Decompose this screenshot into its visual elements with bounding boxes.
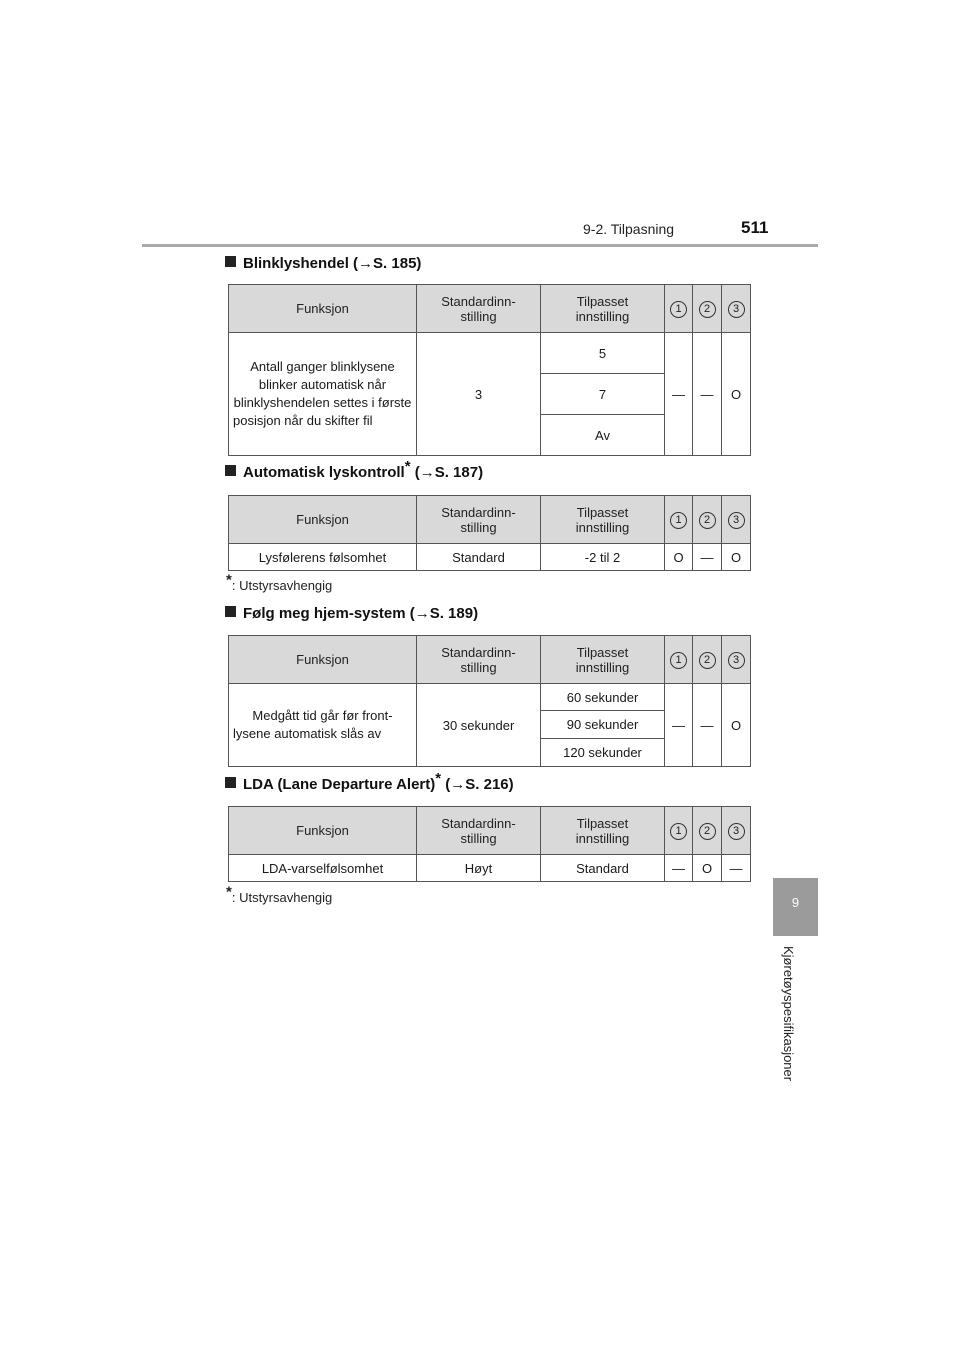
funksjon-cell: LDA-varselfølsomhet: [229, 855, 417, 882]
circled-3-icon: 3: [728, 823, 745, 840]
section-heading-folg-meg-hjem: Følg meg hjem-system (→S. 189): [225, 605, 478, 622]
header-1: [665, 285, 693, 333]
header-standard: Standardinn- stilling: [417, 636, 541, 684]
table-row: [229, 544, 751, 571]
table-header-row: [229, 807, 751, 855]
header-2: [693, 285, 722, 333]
square-bullet-icon: [225, 606, 236, 617]
col1-cell: O: [665, 544, 693, 571]
circled-1-icon: 1: [670, 512, 687, 529]
option-cell: 60 sekunder: [541, 684, 665, 711]
col2-cell: —: [693, 684, 722, 767]
header-2: [693, 496, 722, 544]
header-3: [722, 285, 751, 333]
header-2: [693, 807, 722, 855]
option-cell: 120 sekunder: [541, 739, 665, 767]
header-standard: Standardinn- stilling: [417, 807, 541, 855]
standard-cell: 3: [417, 333, 541, 456]
funksjon-cell: Lysfølerens følsomhet: [229, 544, 417, 571]
table-row: [229, 684, 751, 711]
standard-cell: 30 sekunder: [417, 684, 541, 767]
header-funksjon: Funksjon: [229, 285, 417, 333]
circled-2-icon: 2: [699, 512, 716, 529]
funksjon-cell: Antall ganger blinklysene blinker automatisk når blinklyshendelen settes i første posisjon når du skifter fil: [229, 333, 417, 456]
standard-cell: Standard: [417, 544, 541, 571]
section-heading-lyskontroll: Automatisk lyskontroll* (→S. 187): [225, 464, 483, 481]
square-bullet-icon: [225, 777, 236, 788]
col3-cell: O: [722, 333, 751, 456]
circled-2-icon: 2: [699, 823, 716, 840]
table-header-row: [229, 285, 751, 333]
header-3: [722, 496, 751, 544]
footnote: *: Utstyrsavhengig: [226, 883, 333, 905]
section-heading-lda: LDA (Lane Departure Alert)* (→S. 216): [225, 776, 514, 793]
circled-1-icon: 1: [670, 301, 687, 318]
header-1: [665, 807, 693, 855]
col2-cell: —: [693, 544, 722, 571]
funksjon-cell: Medgått tid går før front- lysene automatisk slås av: [229, 684, 417, 767]
col2-cell: O: [693, 855, 722, 882]
table-lda: [228, 806, 751, 882]
page-number: 511: [741, 218, 769, 237]
header-3: [722, 807, 751, 855]
col3-cell: O: [722, 544, 751, 571]
chapter-label: Kjøretøyspesifikasjoner: [781, 946, 796, 1082]
col2-cell: —: [693, 333, 722, 456]
option-cell: Av: [541, 415, 665, 456]
circled-1-icon: 1: [670, 652, 687, 669]
header-standard: Standardinn- stilling: [417, 285, 541, 333]
header-1: [665, 496, 693, 544]
table-row: [229, 333, 751, 374]
circled-3-icon: 3: [728, 652, 745, 669]
chapter-tab: 9: [773, 878, 818, 936]
header-funksjon: Funksjon: [229, 807, 417, 855]
circled-1-icon: 1: [670, 823, 687, 840]
option-cell: 7: [541, 374, 665, 415]
header-tilpasset: Tilpasset innstilling: [541, 496, 665, 544]
header-tilpasset: Tilpasset innstilling: [541, 285, 665, 333]
table-row: [229, 855, 751, 882]
header-funksjon: Funksjon: [229, 496, 417, 544]
square-bullet-icon: [225, 465, 236, 476]
option-cell: Standard: [541, 855, 665, 882]
circled-2-icon: 2: [699, 301, 716, 318]
header-3: [722, 636, 751, 684]
header-tilpasset: Tilpasset innstilling: [541, 807, 665, 855]
section-heading-blinklyshendel: Blinklyshendel (→S. 185): [225, 255, 421, 272]
header-funksjon: Funksjon: [229, 636, 417, 684]
table-blinklyshendel: [228, 284, 751, 456]
col1-cell: —: [665, 333, 693, 456]
header-rule: [142, 244, 818, 247]
header-2: [693, 636, 722, 684]
header-tilpasset: Tilpasset innstilling: [541, 636, 665, 684]
col1-cell: —: [665, 684, 693, 767]
circled-2-icon: 2: [699, 652, 716, 669]
square-bullet-icon: [225, 256, 236, 267]
header-standard: Standardinn- stilling: [417, 496, 541, 544]
section-title: 9-2. Tilpasning: [583, 221, 675, 237]
standard-cell: Høyt: [417, 855, 541, 882]
table-header-row: [229, 496, 751, 544]
header-1: [665, 636, 693, 684]
col1-cell: —: [665, 855, 693, 882]
footnote: *: Utstyrsavhengig: [226, 571, 333, 593]
option-cell: -2 til 2: [541, 544, 665, 571]
table-folg-meg-hjem: [228, 635, 751, 767]
circled-3-icon: 3: [728, 512, 745, 529]
col3-cell: O: [722, 684, 751, 767]
option-cell: 90 sekunder: [541, 711, 665, 739]
option-cell: 5: [541, 333, 665, 374]
table-lyskontroll: [228, 495, 751, 571]
col3-cell: —: [722, 855, 751, 882]
circled-3-icon: 3: [728, 301, 745, 318]
table-header-row: [229, 636, 751, 684]
